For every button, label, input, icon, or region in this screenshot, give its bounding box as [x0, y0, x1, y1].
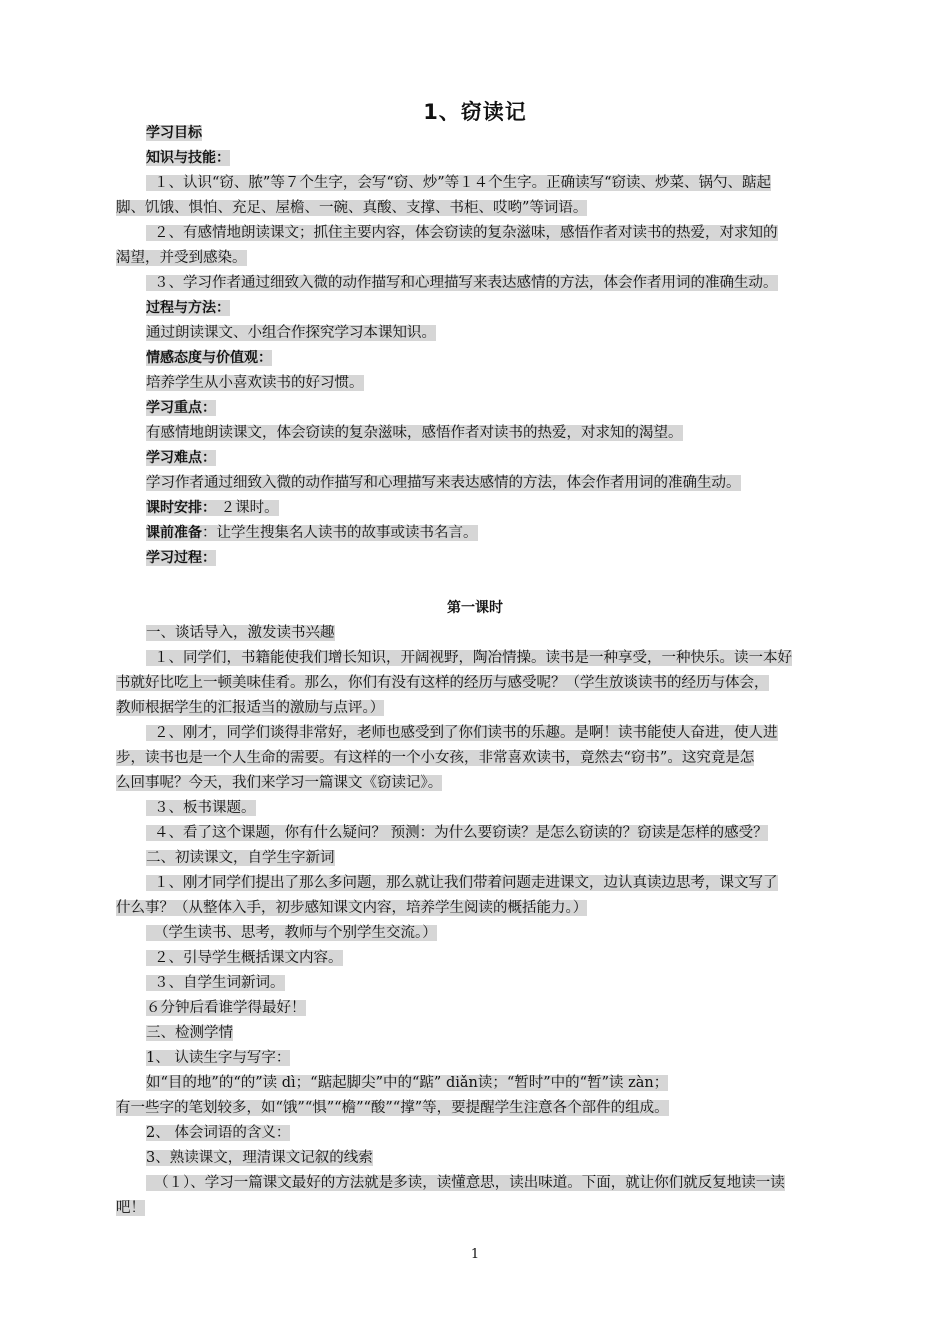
- text-line: [116, 1099, 669, 1118]
- text-line: [146, 474, 741, 493]
- highlighted-text: [146, 825, 768, 841]
- text-line: [116, 1199, 145, 1218]
- line-text: ２、引导学生概括课文内容。: [154, 950, 343, 966]
- line-text: 教师根据学生的汇报适当的激励与点评。）: [116, 700, 385, 716]
- line-text: 培养学生从小喜欢读书的好习惯。: [146, 375, 364, 391]
- highlighted-text: [146, 850, 335, 866]
- highlighted-text: [146, 150, 230, 166]
- highlighted-text: [146, 325, 436, 341]
- highlighted-text: [146, 300, 230, 316]
- line-text: （学生读书、思考，教师与个别学生交流。）: [154, 925, 437, 941]
- highlighted-text: [146, 650, 792, 666]
- highlighted-text: [116, 1100, 669, 1116]
- text-line: [146, 824, 768, 843]
- text-line: [146, 799, 256, 818]
- line-text: 二、初读课文，自学生字新词: [146, 850, 335, 866]
- text-line: [146, 424, 683, 443]
- section-label: 情感态度与价值观：: [146, 350, 272, 366]
- highlighted-text: [146, 1125, 290, 1141]
- section-label: 课前准备: [146, 525, 202, 541]
- highlighted-text: [146, 450, 216, 466]
- line-text: 一、谈话导入，激发读书兴趣: [146, 625, 335, 641]
- highlighted-text: [146, 500, 279, 516]
- line-text: 学习作者通过细致入微的动作描写和心理描写来表达感情的方法，体会作者用词的准确生动。: [146, 475, 741, 491]
- text-line: [146, 399, 216, 418]
- highlighted-text: [116, 750, 754, 766]
- highlighted-text: [146, 550, 216, 566]
- highlighted-text: [146, 475, 741, 491]
- highlighted-text: [146, 950, 343, 966]
- line-text: 3、熟读课文，理清课文记叙的线索: [146, 1150, 373, 1166]
- text-line: [146, 374, 364, 393]
- text-line: [146, 1074, 668, 1093]
- text-line: [146, 849, 335, 868]
- text-line: [146, 924, 437, 943]
- text-line: [116, 249, 247, 268]
- highlighted-text: [146, 125, 202, 141]
- text-line: [116, 674, 769, 693]
- page-number: 1: [470, 1247, 480, 1262]
- line-text: 有一些字的笔划较多，如“饿”“惧”“檐”“酸”“撑”等，要提醒学生注意各个部件的组成。: [116, 1100, 669, 1116]
- text-line: [146, 949, 343, 968]
- line-text: 2、 体会词语的含义：: [146, 1125, 291, 1141]
- highlighted-text: [116, 900, 587, 916]
- line-text: ２课时。: [216, 500, 279, 516]
- text-line: [146, 449, 216, 468]
- line-text: ：让学生搜集名人读书的故事或读书名言。: [202, 525, 478, 541]
- highlighted-text: [146, 375, 364, 391]
- highlighted-text: [146, 875, 778, 891]
- text-line: [146, 124, 202, 143]
- text-line: [146, 324, 436, 343]
- text-line: [146, 499, 279, 518]
- line-text: 步，读书也是一个人生命的需要。有这样的一个小女孩，非常喜欢读书，竟然去“窃书”。这究竟是怎: [116, 750, 755, 766]
- section-label: 学习重点：: [146, 400, 216, 416]
- highlighted-text: [116, 1200, 145, 1216]
- line-text: ２、刚才，同学们谈得非常好，老师也感受到了你们读书的乐趣。是啊！读书能使人奋进，使人进: [154, 725, 778, 741]
- highlighted-text: [146, 275, 778, 291]
- highlighted-text: [146, 525, 478, 541]
- line-text: 吧！: [116, 1200, 145, 1216]
- text-line: [146, 1174, 785, 1193]
- highlighted-text: [146, 975, 285, 991]
- highlighted-text: [146, 800, 256, 816]
- section-label: 学习难点：: [146, 450, 216, 466]
- highlighted-text: [116, 775, 442, 791]
- section-label: 学习过程：: [146, 550, 216, 566]
- line-text: １、认识“窃、脓”等７个生字，会写“窃、炒”等１４个生字。正确读写“窃读、炒菜、锅勺、踮起: [154, 175, 772, 191]
- text-line: [116, 774, 442, 793]
- line-text: 三、检测学情: [146, 1025, 233, 1041]
- text-line: [116, 699, 384, 718]
- section-label: 学习目标: [146, 125, 202, 141]
- text-line: [116, 899, 587, 918]
- line-text: １、刚才同学们提出了那么多问题，那么就让我们带着问题走进课文，边认真读边思考，课文写了: [154, 875, 778, 891]
- line-text: （１）、学习一篇课文最好的方法就是多读，读懂意思，读出味道。下面，就让你们就反复地读一读: [154, 1175, 785, 1191]
- highlighted-text: [146, 175, 771, 191]
- section-label: 知识与技能：: [146, 150, 230, 166]
- line-text: 通过朗读课文、小组合作探究学习本课知识。: [146, 325, 436, 341]
- line-text: 渴望，并受到感染。: [116, 250, 247, 266]
- highlighted-text: [116, 250, 247, 266]
- text-line: [146, 1049, 290, 1068]
- text-line: [146, 1149, 373, 1168]
- text-line: [146, 649, 792, 668]
- line-text: 1、 认读生字与写字：: [146, 1050, 291, 1066]
- line-text: ６分钟后看谁学得最好！: [146, 1000, 306, 1016]
- line-text: 么回事呢？今天，我们来学习一篇课文《窃读记》。: [116, 775, 443, 791]
- highlighted-text: [116, 200, 587, 216]
- highlighted-text: [146, 1025, 233, 1041]
- text-line: [146, 349, 272, 368]
- text-line: [146, 174, 771, 193]
- highlighted-text: [146, 1050, 290, 1066]
- text-line: [116, 749, 754, 768]
- line-text: ３、学习作者通过细致入微的动作描写和心理描写来表达感情的方法，体会作者用词的准确生动。: [154, 275, 778, 291]
- highlighted-text: [146, 1000, 306, 1016]
- text-line: [146, 999, 306, 1018]
- text-line: [146, 974, 285, 993]
- line-text: ４、看了这个课题，你有什么疑问？ 预测：为什么要窃读？是怎么窃读的？窃读是怎样的感受？: [154, 825, 768, 841]
- line-text: １、同学们，书籍能使我们增长知识，开阔视野，陶冶情操。读书是一种享受，一种快乐。读一本好: [154, 650, 792, 666]
- text-line: [146, 874, 778, 893]
- text-line: [116, 199, 587, 218]
- line-text: ３、自学生词新词。: [154, 975, 285, 991]
- highlighted-text: [146, 225, 778, 241]
- text-line: [146, 1124, 290, 1143]
- section-label: 课时安排：: [146, 500, 216, 516]
- lesson-heading: 第一课时: [447, 600, 503, 616]
- highlighted-text: [116, 700, 384, 716]
- highlighted-text: [146, 350, 272, 366]
- line-text: ３、板书课题。: [154, 800, 256, 816]
- line-text: 书就好比吃上一顿美味佳肴。那么，你们有没有这样的经历与感受呢？（学生放谈读书的经历与体会，: [116, 675, 769, 691]
- highlighted-text: [116, 675, 769, 691]
- highlighted-text: [146, 425, 683, 441]
- line-text: 如“目的地”的“的”读 dì；“踮起脚尖”中的“踮” diǎn读；“暂时”中的“暂”读 zàn；: [146, 1075, 669, 1091]
- document-title: 1、窃读记: [423, 100, 527, 124]
- text-line: [146, 524, 478, 543]
- section-label: 过程与方法：: [146, 300, 230, 316]
- line-text: 什么事？（从整体入手，初步感知课文内容，培养学生阅读的概括能力。）: [116, 900, 588, 916]
- highlighted-text: [146, 625, 335, 641]
- line-text: 有感情地朗读课文，体会窃读的复杂滋味，感悟作者对读书的热爱，对求知的渴望。: [146, 425, 683, 441]
- highlighted-text: [146, 725, 778, 741]
- text-line: [146, 549, 216, 568]
- highlighted-text: [146, 1150, 373, 1166]
- text-line: [146, 299, 230, 318]
- text-line: [146, 274, 778, 293]
- text-line: [146, 224, 778, 243]
- text-line: [146, 149, 230, 168]
- text-line: [146, 624, 335, 643]
- highlighted-text: [146, 1175, 785, 1191]
- text-line: [146, 724, 778, 743]
- line-text: 脚、饥饿、惧怕、充足、屋檐、一碗、真酸、支撑、书柜、哎哟”等词语。: [116, 200, 588, 216]
- line-text: ２、有感情地朗读课文；抓住主要内容，体会窃读的复杂滋味，感悟作者对读书的热爱，对求知的: [154, 225, 778, 241]
- highlighted-text: [146, 400, 216, 416]
- highlighted-text: [146, 925, 437, 941]
- highlighted-text: [146, 1075, 668, 1091]
- text-line: [146, 1024, 233, 1043]
